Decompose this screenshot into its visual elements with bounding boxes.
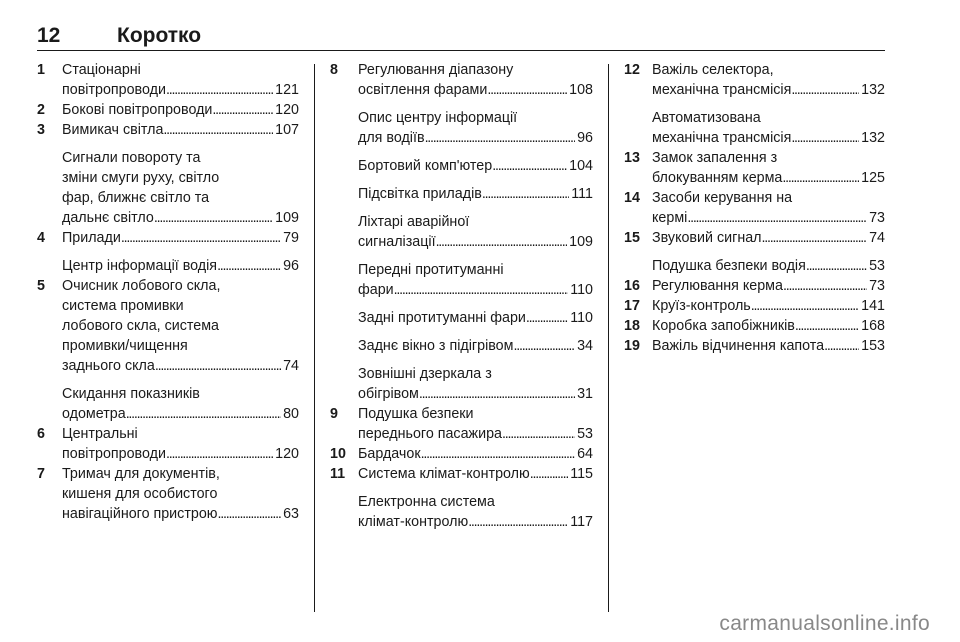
dot-leader bbox=[782, 168, 859, 188]
page-reference[interactable]: 96 bbox=[283, 258, 299, 274]
page-reference[interactable]: 109 bbox=[569, 234, 593, 250]
item-number bbox=[37, 148, 62, 228]
page-reference[interactable]: 108 bbox=[569, 82, 593, 98]
index-entry bbox=[330, 308, 593, 328]
index-entry bbox=[624, 60, 885, 100]
item-number: 12 bbox=[624, 62, 640, 78]
page-reference[interactable]: 96 bbox=[577, 130, 593, 146]
entry-text-line: Звуковий сигнал bbox=[652, 230, 762, 246]
entry-text-line: Задні протитуманні фари bbox=[358, 310, 526, 326]
item-number: 16 bbox=[624, 278, 640, 294]
entry-text-line: Стаціонарні bbox=[62, 62, 141, 78]
entry-text-line: Опис центру інформації bbox=[358, 110, 518, 126]
index-entry bbox=[37, 384, 299, 424]
index-entry bbox=[37, 120, 299, 140]
item-number bbox=[330, 212, 358, 252]
entry-text-line: заднього скла bbox=[62, 358, 155, 374]
entry-spacer bbox=[330, 484, 593, 492]
index-entry bbox=[624, 228, 885, 248]
entry-text-line: Автоматизована bbox=[652, 110, 761, 126]
entry-text-line: кишеня для особистого bbox=[62, 486, 218, 502]
item-number: 9 bbox=[330, 406, 338, 422]
dot-leader bbox=[394, 280, 569, 300]
entry-text-line: Засоби керування на bbox=[652, 190, 793, 206]
entry-text-line: Центр інформації водія bbox=[62, 258, 218, 274]
dot-leader bbox=[468, 512, 568, 532]
page-header bbox=[37, 22, 887, 52]
index-entry bbox=[624, 148, 885, 188]
entry-text-line: Зовнішні дзеркала з bbox=[358, 366, 492, 382]
entry-text-line: Регулювання діапазону bbox=[358, 62, 514, 78]
item-number bbox=[37, 256, 62, 276]
entry-text-line: кермі bbox=[652, 210, 688, 226]
entry-spacer bbox=[330, 148, 593, 156]
entry-spacer bbox=[330, 252, 593, 260]
entry-text-line: повітропроводи bbox=[62, 82, 166, 98]
page-reference[interactable]: 107 bbox=[275, 122, 299, 138]
index-entry bbox=[37, 276, 299, 376]
page-reference[interactable]: 132 bbox=[861, 130, 885, 146]
item-number bbox=[330, 184, 358, 204]
item-number: 18 bbox=[624, 318, 640, 334]
dot-leader bbox=[795, 316, 859, 336]
entry-text-line: дальнє світло bbox=[62, 210, 154, 226]
dot-leader bbox=[530, 464, 568, 484]
page-reference[interactable]: 73 bbox=[869, 278, 885, 294]
dot-leader bbox=[762, 228, 868, 248]
entry-text-line: Регулювання керма bbox=[652, 278, 783, 294]
entry-text-line: Система клімат-контролю bbox=[358, 466, 530, 482]
index-entry bbox=[330, 336, 593, 356]
entry-spacer bbox=[330, 300, 593, 308]
index-entry bbox=[624, 316, 885, 336]
entry-text-line: зміни смуги руху, світло bbox=[62, 170, 220, 186]
entry-text-line: Сигнали повороту та bbox=[62, 150, 201, 166]
entry-text-line: Бокові повітропроводи bbox=[62, 102, 213, 118]
item-number: 5 bbox=[37, 278, 45, 294]
entry-text-line: механічна трансмісія bbox=[652, 82, 792, 98]
dot-leader bbox=[166, 444, 273, 464]
entry-text-line: фари bbox=[358, 282, 394, 298]
dot-leader bbox=[687, 208, 867, 228]
entry-spacer bbox=[330, 356, 593, 364]
entry-spacer bbox=[330, 204, 593, 212]
index-entry bbox=[37, 256, 299, 276]
entry-text-line: промивки/чищення bbox=[62, 338, 188, 354]
dot-leader bbox=[212, 100, 273, 120]
entry-spacer bbox=[37, 248, 299, 256]
item-number bbox=[330, 260, 358, 300]
page-reference[interactable]: 34 bbox=[577, 338, 593, 354]
page-reference[interactable]: 111 bbox=[571, 186, 593, 202]
item-number: 1 bbox=[37, 62, 45, 78]
entry-text-line: Круїз-контроль bbox=[652, 298, 751, 314]
item-number: 7 bbox=[37, 466, 45, 482]
page-reference[interactable]: 168 bbox=[861, 318, 885, 334]
entry-text-line: освітлення фарами bbox=[358, 82, 488, 98]
dot-leader bbox=[166, 80, 273, 100]
index-entry bbox=[37, 424, 299, 464]
entry-text-line: Центральні bbox=[62, 426, 138, 442]
index-entry bbox=[37, 148, 299, 228]
index-entry bbox=[330, 260, 593, 300]
page-reference[interactable]: 80 bbox=[283, 406, 299, 422]
page-reference[interactable]: 110 bbox=[570, 282, 593, 298]
index-column-2 bbox=[330, 60, 593, 532]
entry-text-line: фар, ближнє світло та bbox=[62, 190, 210, 206]
index-entry bbox=[330, 364, 593, 404]
entry-text-line: Бардачок bbox=[358, 446, 421, 462]
item-number bbox=[330, 156, 358, 176]
entry-text-line: Важіль відчинення капота bbox=[652, 338, 825, 354]
page-reference[interactable]: 64 bbox=[577, 446, 593, 462]
entry-spacer bbox=[624, 248, 885, 256]
item-number bbox=[330, 108, 358, 148]
page-title: Коротко bbox=[117, 24, 202, 47]
page-reference[interactable]: 79 bbox=[283, 230, 299, 246]
page-reference[interactable]: 115 bbox=[570, 466, 593, 482]
entry-text-line: Бортовий комп'ютер bbox=[358, 158, 493, 174]
dot-leader bbox=[436, 232, 568, 252]
column-divider-2 bbox=[608, 64, 609, 612]
dot-leader bbox=[502, 424, 575, 444]
entry-text-line: переднього пасажира bbox=[358, 426, 502, 442]
index-entry bbox=[624, 108, 885, 148]
dot-leader bbox=[783, 276, 867, 296]
item-number: 2 bbox=[37, 102, 45, 118]
index-entry bbox=[624, 256, 885, 276]
index-entry bbox=[37, 60, 299, 100]
entry-spacer bbox=[330, 328, 593, 336]
item-number: 19 bbox=[624, 338, 640, 354]
entry-text-line: Очисник лобового скла, bbox=[62, 278, 221, 294]
entry-text-line: повітропроводи bbox=[62, 446, 166, 462]
dot-leader bbox=[163, 120, 273, 140]
dot-leader bbox=[526, 308, 568, 328]
index-entry bbox=[624, 188, 885, 228]
dot-leader bbox=[482, 184, 569, 204]
dot-leader bbox=[126, 404, 281, 424]
entry-text-line: Замок запалення з bbox=[652, 150, 778, 166]
index-entry bbox=[624, 276, 885, 296]
item-number: 8 bbox=[330, 62, 338, 78]
entry-spacer bbox=[330, 176, 593, 184]
item-number bbox=[330, 336, 358, 356]
page-reference[interactable]: 74 bbox=[283, 358, 299, 374]
entry-text-line: Скидання показників bbox=[62, 386, 200, 402]
entry-text-line: сигналізації bbox=[358, 234, 436, 250]
entry-text-line: блокуванням керма bbox=[652, 170, 783, 186]
page-reference[interactable]: 121 bbox=[275, 82, 299, 98]
page-reference[interactable]: 31 bbox=[577, 386, 593, 402]
index-entry bbox=[330, 444, 593, 464]
index-entry bbox=[37, 464, 299, 524]
page-reference[interactable]: 74 bbox=[869, 230, 885, 246]
entry-spacer bbox=[624, 100, 885, 108]
entry-text-line: Передні протитуманні bbox=[358, 262, 504, 278]
entry-text-line: Важіль селектора, bbox=[652, 62, 774, 78]
dot-leader bbox=[513, 336, 575, 356]
entry-text-line: Ліхтарі аварійної bbox=[358, 214, 470, 230]
item-number: 10 bbox=[330, 446, 346, 462]
index-entry bbox=[330, 212, 593, 252]
item-number: 6 bbox=[37, 426, 45, 442]
item-number bbox=[330, 492, 358, 532]
dot-leader bbox=[425, 128, 576, 148]
header-divider bbox=[37, 50, 885, 51]
item-number: 14 bbox=[624, 190, 640, 206]
dot-leader bbox=[806, 256, 867, 276]
index-entry bbox=[37, 100, 299, 120]
dot-leader bbox=[492, 156, 567, 176]
entry-text-line: Заднє вікно з підігрівом bbox=[358, 338, 514, 354]
page-reference[interactable]: 63 bbox=[283, 506, 299, 522]
entry-text-line: для водіїв bbox=[358, 130, 425, 146]
entry-text-line: обігрівом bbox=[358, 386, 419, 402]
dot-leader bbox=[155, 356, 281, 376]
page-number: 12 bbox=[37, 24, 61, 47]
index-entry bbox=[330, 464, 593, 484]
page-reference[interactable]: 104 bbox=[569, 158, 593, 174]
entry-text-line: клімат-контролю bbox=[358, 514, 469, 530]
entry-text-line: Прилади bbox=[62, 230, 121, 246]
index-column-1 bbox=[37, 60, 299, 524]
entry-text-line: Подушка безпеки водія bbox=[652, 258, 806, 274]
dot-leader bbox=[487, 80, 567, 100]
item-number: 13 bbox=[624, 150, 640, 166]
page-reference[interactable]: 109 bbox=[275, 210, 299, 226]
dot-leader bbox=[751, 296, 859, 316]
page-reference[interactable]: 120 bbox=[275, 446, 299, 462]
index-entry bbox=[330, 492, 593, 532]
index-column-3 bbox=[624, 60, 885, 356]
index-entry bbox=[330, 60, 593, 100]
index-entry bbox=[37, 228, 299, 248]
item-number bbox=[330, 308, 358, 328]
item-number: 11 bbox=[330, 466, 346, 482]
entry-spacer bbox=[37, 376, 299, 384]
item-number bbox=[624, 108, 652, 148]
item-number: 3 bbox=[37, 122, 45, 138]
entry-text-line: одометра bbox=[62, 406, 126, 422]
entry-text-line: механічна трансмісія bbox=[652, 130, 792, 146]
entry-text-line: Вимикач світла bbox=[62, 122, 164, 138]
entry-text-line: навігаційного пристрою bbox=[62, 506, 218, 522]
page-reference[interactable]: 120 bbox=[275, 102, 299, 118]
item-number bbox=[37, 384, 62, 424]
watermark: carmanualsonline.info bbox=[719, 612, 930, 635]
item-number: 15 bbox=[624, 230, 640, 246]
entry-spacer bbox=[37, 140, 299, 148]
item-number bbox=[330, 364, 358, 404]
dot-leader bbox=[218, 504, 282, 524]
index-entry bbox=[330, 404, 593, 444]
index-entry bbox=[330, 184, 593, 204]
dot-leader bbox=[217, 256, 281, 276]
item-number: 17 bbox=[624, 298, 640, 314]
dot-leader bbox=[824, 336, 859, 356]
column-divider-1 bbox=[314, 64, 315, 612]
dot-leader bbox=[421, 444, 576, 464]
entry-text-line: Коробка запобіжників bbox=[652, 318, 795, 334]
page-reference[interactable]: 53 bbox=[869, 258, 885, 274]
index-entry bbox=[624, 296, 885, 316]
item-number bbox=[624, 256, 652, 276]
page-reference[interactable]: 110 bbox=[570, 310, 593, 326]
page-reference[interactable]: 117 bbox=[570, 514, 593, 530]
entry-text-line: Тримач для документів, bbox=[62, 466, 220, 482]
page-reference[interactable]: 125 bbox=[861, 170, 885, 186]
entry-text-line: Електронна система bbox=[358, 494, 495, 510]
dot-leader bbox=[121, 228, 281, 248]
entry-text-line: Підсвітка приладів bbox=[358, 186, 482, 202]
page-reference[interactable]: 53 bbox=[577, 426, 593, 442]
entry-text-line: система промивки bbox=[62, 298, 184, 314]
page-reference[interactable]: 132 bbox=[861, 82, 885, 98]
dot-leader bbox=[791, 80, 859, 100]
entry-spacer bbox=[330, 100, 593, 108]
page-reference[interactable]: 141 bbox=[861, 298, 885, 314]
index-entry bbox=[330, 156, 593, 176]
page-reference[interactable]: 73 bbox=[869, 210, 885, 226]
entry-text-line: Подушка безпеки bbox=[358, 406, 474, 422]
entry-text-line: лобового скла, система bbox=[62, 318, 220, 334]
dot-leader bbox=[419, 384, 575, 404]
dot-leader bbox=[154, 208, 273, 228]
dot-leader bbox=[791, 128, 859, 148]
index-entry bbox=[330, 108, 593, 148]
page-reference[interactable]: 153 bbox=[861, 338, 885, 354]
item-number: 4 bbox=[37, 230, 45, 246]
index-entry bbox=[624, 336, 885, 356]
